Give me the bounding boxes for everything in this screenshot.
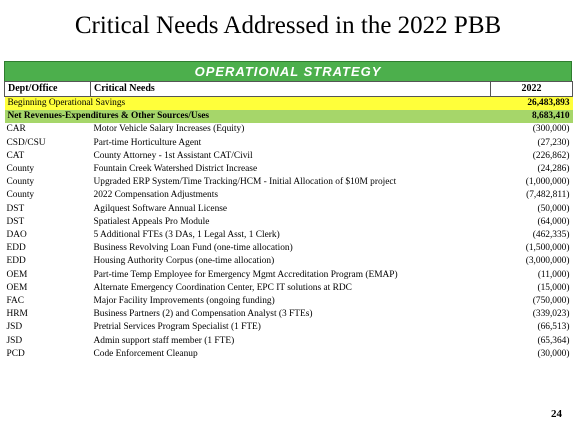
amount-cell: (27,230)	[537, 137, 570, 148]
need-cell: Business Partners (2) and Compensation Analyst (3 FTEs)	[93, 309, 313, 320]
need-cell: Part-time Horticulture Agent	[93, 137, 202, 148]
table-row	[5, 282, 573, 295]
need-cell: Fountain Creek Watershed District Increase	[93, 164, 258, 175]
table-row	[5, 150, 573, 163]
amount-cell: (750,000)	[532, 296, 570, 307]
table-row	[5, 308, 573, 321]
table-row	[5, 321, 573, 334]
amount-cell: (7,482,811)	[526, 190, 570, 201]
page-number: 24	[551, 408, 562, 420]
summary-amount: 26,483,893	[491, 97, 573, 111]
dept-cell: PCD	[6, 348, 25, 359]
need-cell: Spatialest Appeals Pro Module	[93, 216, 210, 227]
need-cell: County Attorney - 1st Assistant CAT/Civil	[93, 150, 253, 161]
table-row	[5, 348, 573, 361]
dept-cell: EDD	[6, 256, 26, 267]
header-critical-needs: Critical Needs	[91, 82, 491, 97]
dept-cell: DAO	[6, 230, 27, 241]
need-cell: Part-time Temp Employee for Emergency Mgmt Accreditation Program (EMAP)	[93, 269, 398, 280]
dept-cell: EDD	[6, 243, 26, 254]
dept-cell: JSD	[6, 322, 23, 333]
table-row	[5, 216, 573, 229]
need-cell: Admin support staff member (1 FTE)	[93, 335, 235, 346]
table-header-row	[5, 82, 573, 97]
dept-cell: HRM	[6, 309, 28, 320]
dept-cell: CAT	[6, 150, 25, 161]
critical-needs-table	[4, 81, 573, 361]
dept-cell: JSD	[6, 335, 23, 346]
amount-cell: (64,000)	[537, 216, 570, 227]
amount-cell: (1,000,000)	[525, 177, 570, 188]
header-dept: Dept/Office	[5, 82, 91, 97]
table-row	[5, 242, 573, 255]
amount-cell: (50,000)	[537, 203, 570, 214]
table-row	[5, 269, 573, 282]
dept-cell: OEM	[6, 282, 28, 293]
dept-cell: County	[6, 177, 35, 188]
need-cell: Housing Authority Corpus (one-time allocation)	[93, 256, 275, 267]
need-cell: Major Facility Improvements (ongoing funding)	[93, 296, 275, 307]
amount-cell: (1,500,000)	[525, 243, 570, 254]
amount-cell: (65,364)	[537, 335, 570, 346]
table-body	[5, 82, 573, 362]
header-year: 2022	[491, 82, 573, 97]
amount-cell: (226,862)	[532, 150, 570, 161]
dept-cell: DST	[6, 216, 25, 227]
table-row	[5, 123, 573, 136]
table-row	[5, 163, 573, 176]
table-banner: OPERATIONAL STRATEGY	[4, 61, 572, 81]
dept-cell: FAC	[6, 296, 25, 307]
table-row	[5, 137, 573, 150]
need-cell: Alternate Emergency Coordination Center, EPC IT solutions at RDC	[93, 282, 352, 293]
table-row	[5, 335, 573, 348]
table-row	[5, 176, 573, 189]
table-row	[5, 189, 573, 202]
summary-amount: 8,683,410	[491, 110, 573, 123]
dept-cell: CAR	[6, 124, 26, 135]
amount-cell: (11,000)	[537, 269, 570, 280]
table-row	[5, 295, 573, 308]
need-cell: Business Revolving Loan Fund (one-time allocation)	[93, 243, 293, 254]
dept-cell: DST	[6, 203, 25, 214]
need-cell: Motor Vehicle Salary Increases (Equity)	[93, 124, 245, 135]
need-cell: Code Enforcement Cleanup	[93, 348, 198, 359]
summary-row	[5, 97, 573, 111]
table-row	[5, 203, 573, 216]
summary-label: Net Revenues-Expenditures & Other Sources/Uses	[5, 110, 491, 123]
need-cell: Agilquest Software Annual License	[93, 203, 228, 214]
amount-cell: (3,000,000)	[525, 256, 570, 267]
amount-cell: (339,023)	[532, 309, 570, 320]
amount-cell: (300,000)	[532, 124, 570, 135]
need-cell: 2022 Compensation Adjustments	[93, 190, 218, 201]
amount-cell: (30,000)	[537, 348, 570, 359]
need-cell: 5 Additional FTEs (3 DAs, 1 Legal Asst, 1 Clerk)	[93, 230, 280, 241]
dept-cell: OEM	[6, 269, 28, 280]
need-cell: Pretrial Services Program Specialist (1 FTE)	[93, 322, 261, 333]
amount-cell: (15,000)	[537, 282, 570, 293]
slide-title: Critical Needs Addressed in the 2022 PBB	[74, 12, 502, 39]
operational-strategy-table	[4, 61, 572, 361]
dept-cell: County	[6, 164, 35, 175]
amount-cell: (462,335)	[532, 230, 570, 241]
table-row	[5, 229, 573, 242]
dept-cell: County	[6, 190, 35, 201]
amount-cell: (24,286)	[537, 164, 570, 175]
amount-cell: (66,513)	[537, 322, 570, 333]
need-cell: Upgraded ERP System/Time Tracking/HCM - Initial Allocation of $10M project	[93, 177, 397, 188]
summary-row	[5, 110, 573, 123]
summary-label: Beginning Operational Savings	[5, 97, 491, 111]
dept-cell: CSD/CSU	[6, 137, 46, 148]
table-row	[5, 255, 573, 268]
